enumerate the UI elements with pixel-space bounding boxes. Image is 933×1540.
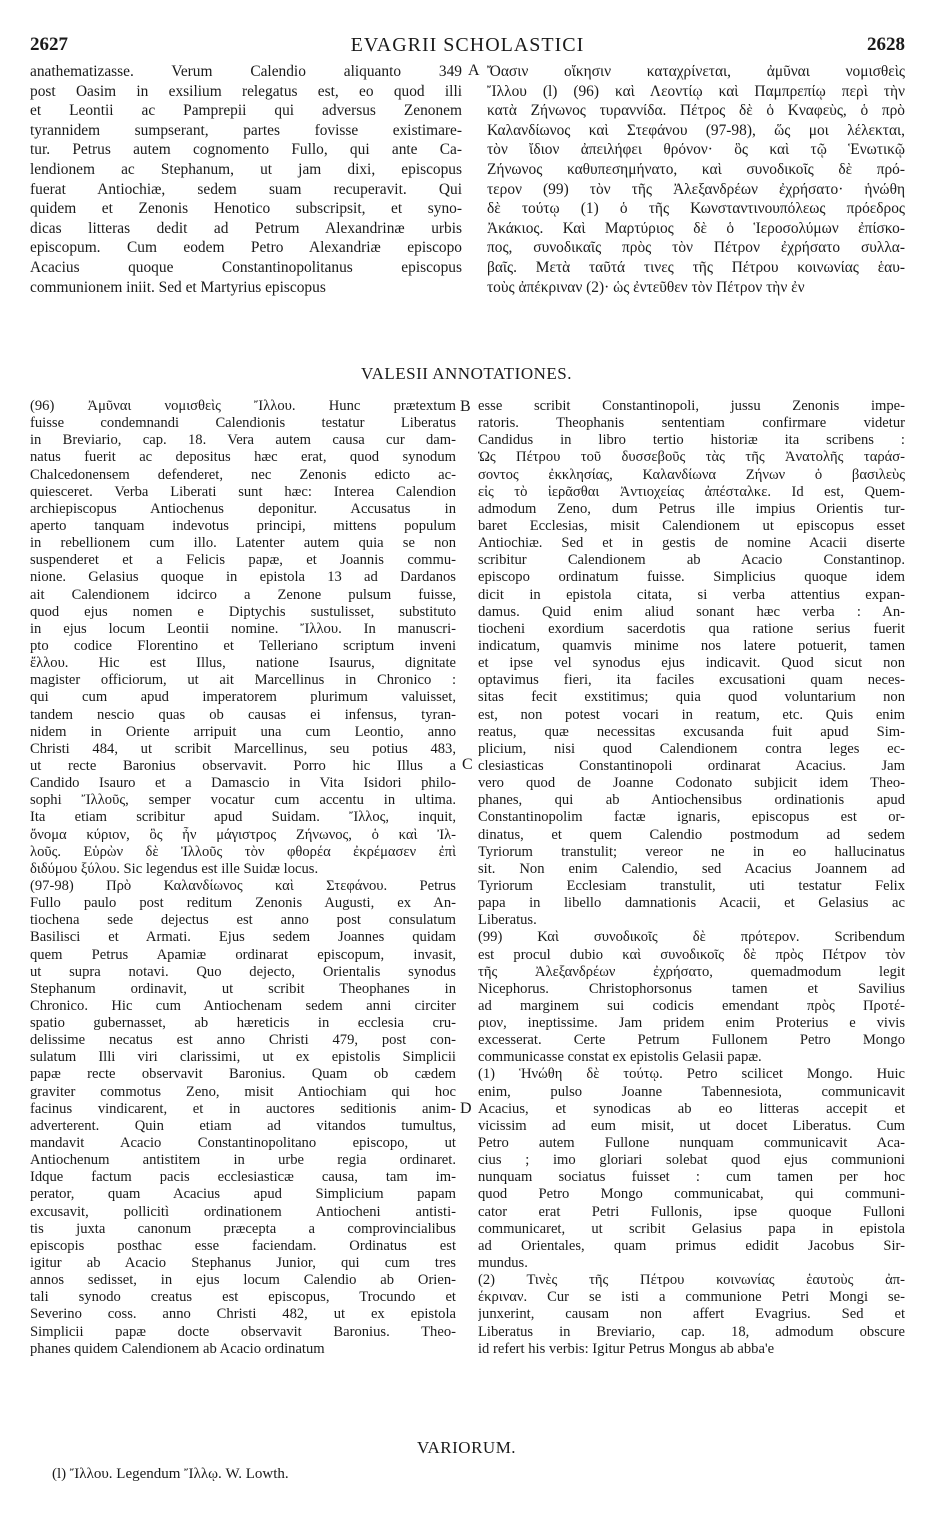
text-line: quidem et Zenonis Henotico subscripsit, et syno- bbox=[30, 200, 462, 218]
annotation-line: magister officiorum, ut ait Marcellinus in Chronico : bbox=[30, 672, 456, 689]
annotation-line: plicium, nisi quod Calendionem contra leges ec- bbox=[478, 740, 905, 757]
text-line: tur. Petrus autem cognomento Fullo, qui ante Ca- bbox=[30, 141, 462, 159]
annotation-line: baret Ecclesias, misit Calendionem ut episcopus esset bbox=[478, 517, 905, 534]
annotation-line: fuisse condemnandi Calendionis testatur Liberatus bbox=[30, 415, 456, 432]
annotation-line: tis juxta canonum præcepta a comprovincialibus bbox=[30, 1220, 456, 1237]
annotation-line: (99) Καὶ συνοδικοῖς δὲ πρότερον. Scribendum bbox=[478, 929, 905, 946]
page-number-right: 2628 bbox=[867, 34, 905, 55]
annotation-line: papæ recte observavit Baronius. Quam ob cædem bbox=[30, 1066, 456, 1083]
annotation-line: Tyriorum Ecclesiam transtulit, uti testatur Felix bbox=[478, 877, 905, 894]
annotation-line: indicatum, quamvis minime nos latere potuerit, tamen bbox=[478, 637, 905, 654]
margin-marker-b: B bbox=[460, 398, 471, 415]
annotation-line: episcopis posthac esse faciendam. Ordinatus est bbox=[30, 1237, 456, 1254]
annotation-line: mandavit Acacio Constantinopolitano episcopo, ut bbox=[30, 1135, 456, 1152]
text-line: et Leontii ac Pamprepii qui adversus Zenonem bbox=[30, 102, 462, 120]
annotation-line: Fullo paulo post reditum Zenonis Augusti, ex An- bbox=[30, 895, 456, 912]
annotation-line: Christi 484, ut scribit Marcellinus, seu potius 483, bbox=[30, 740, 456, 757]
footnote: (l) Ἴλλου. Legendum Ἴλλῳ. W. Lowth. bbox=[52, 1466, 289, 1482]
annotation-line: dinatus, et quem Calendio postmodum ad sedem bbox=[478, 826, 905, 843]
annotation-line: annos sedisset, in ejus locum Calendio ab Orien- bbox=[30, 1272, 456, 1289]
text-line: δὲ τούτῳ (1) ὁ τῆς Κωνσταντινουπόλεως πρόεδρος bbox=[487, 200, 905, 218]
annotation-line: Antiochiæ. Sed et in gestis de nomine Acacii diserte bbox=[478, 535, 905, 552]
annotation-line: έκριναν. Cur se isti a communione Petri Mongi se- bbox=[478, 1289, 905, 1306]
annotation-line: (1) Ἡνώθη δὲ τούτῳ. Petro scilicet Mongo. Huic bbox=[478, 1066, 905, 1083]
annotation-line: Tyriorum transtulit; vereor ne in eo hallucinatus bbox=[478, 843, 905, 860]
page-header bbox=[30, 34, 905, 58]
annotation-line: Ὡς Πέτρου τοῦ δυσσεβοῦς τὰς τῆς Ἀνατολῆς ταράσ- bbox=[478, 449, 905, 466]
annotation-line: in ejus locum Leontii nomine. Ἴλλου. In manuscri- bbox=[30, 620, 456, 637]
text-line: fuerat Antiochiæ, sedem suam recuperavit. Qui bbox=[30, 180, 462, 198]
annotation-line: nunquam sociatus fuisset : cum tamen per hoc bbox=[478, 1169, 905, 1186]
annotation-line: suspenderet et a Felicis papæ, et Joannis commu- bbox=[30, 552, 456, 569]
page-number-left: 2627 bbox=[30, 34, 68, 55]
annotation-line: Petro autem Fullone nunquam communicavit Aca- bbox=[478, 1135, 905, 1152]
annotation-line: optavimus fieri, ita faciles excusationi quam neces- bbox=[478, 672, 905, 689]
annotation-line: (96) Ἀμῦναι νομισθεὶς Ἴλλου. Hunc prætextum bbox=[30, 398, 456, 414]
text-line: πος, συνοδικαῖς πρὸς τὸν Πέτρον ἐχρήσατο συλλα- bbox=[487, 239, 905, 257]
annotation-line: phanes quidem Calendionem ab Acacio ordinatum bbox=[30, 1340, 325, 1357]
annotation-line: ριον, ineptissime. Jam pridem enim Proterius e vivis bbox=[478, 1015, 905, 1032]
text-line: Καλανδίωνος καὶ Στεφάνου (97-98), ὥς μοι λέλεκται, bbox=[487, 121, 905, 139]
annotation-line: ad Orientales, quam primus edidit Jacobus Sir- bbox=[478, 1237, 905, 1254]
annotation-line: papa in libello damnationis Acacii, et Gelasius ac bbox=[478, 895, 905, 912]
annotation-line: ἔλλου. Hic est Illus, natione Isaurus, dignitate bbox=[30, 655, 456, 672]
annotation-line: Simplicii papæ docte observavit Baronius. Theo- bbox=[30, 1323, 456, 1340]
annotation-line: archiepiscopus Antiochenus deponitur. Accusatus in bbox=[30, 500, 456, 517]
annotation-line: junxerint, causam non affert Evagrius. Sed et bbox=[478, 1306, 905, 1323]
text-line: lendionem ac Stephanum, ut jam dixi, episcopus bbox=[30, 160, 462, 178]
running-title: EVAGRII SCHOLASTICI bbox=[350, 34, 585, 56]
annotation-line: nione. Gelasius quoque in epistola 13 ad Dardanos bbox=[30, 569, 456, 586]
annotation-line: Basilisci et Armati. Ejus sedem Joannes quidam bbox=[30, 929, 456, 946]
text-line: τερον (99) τὸν τῆς Ἀλεξανδρέων ἐχρήσατο· ἡνώθη bbox=[487, 180, 905, 198]
annotation-line: mundus. bbox=[478, 1255, 528, 1272]
text-line: episcopum. Cum eodem Petro Alexandriæ episcopo bbox=[30, 239, 462, 257]
annotation-line: esse scribit Constantinopoli, jussu Zenonis impe- bbox=[478, 398, 905, 414]
annotation-line: ait Calendionem idcirco a Zenone pulsum fuisse, bbox=[30, 586, 456, 603]
annotation-line: εἰς τὸ ἱερᾶσθαι Ἀντιοχείας ἀπέσταλκε. Id est, Quem- bbox=[478, 483, 905, 500]
annotation-line: clesiasticas Constantinopoli ordinarat Acacius. Jam bbox=[478, 757, 905, 774]
text-line: Ζήνωνος καθυπεσημήνατο, καὶ συνοδικοῖς δὲ πρό- bbox=[487, 160, 905, 178]
annotation-line: facinus vindicarent, et in auctores seditionis anim- bbox=[30, 1100, 456, 1117]
annotation-line: sit. Non enim Calendio, sed Acacius Joannem ad bbox=[478, 860, 905, 877]
annotation-line: cator erat Petri Fullonis, ipse quoque Fulloni bbox=[478, 1203, 905, 1220]
annotation-line: in rebellionem cum illo. Latenter autem quia se non bbox=[30, 535, 456, 552]
annotation-line: phanes, qui ab Antiochensibus ordinationis apud bbox=[478, 792, 905, 809]
annotation-line: Chalcedonensem defenderet, nec Zenonis edicto ac- bbox=[30, 466, 456, 483]
annotation-line: damus. Quid enim aliud sonant hæc verba : An- bbox=[478, 603, 905, 620]
margin-marker-a: A bbox=[468, 62, 480, 79]
annotation-line: reatus, quæ necessitas excusanda fuit apud Sim- bbox=[478, 723, 905, 740]
annotation-line: delissime necatus est anno Christi 479, post con- bbox=[30, 1032, 456, 1049]
variorum-title: VARIORUM. bbox=[416, 1438, 517, 1457]
annotation-line: quem Petrus Apamiæ ordinarat episcopum, invasit, bbox=[30, 946, 456, 963]
annotation-line: communicasse constat ex epistolis Gelasii papæ. bbox=[478, 1049, 762, 1066]
annotation-line: tiocheni exordium sacerdotis qua ratione serius fuerit bbox=[478, 620, 905, 637]
annotation-line: quod ejus nomen e Diptychis sustulisset, substituto bbox=[30, 603, 456, 620]
annotation-line: ut supra notavi. Quo dejecto, Orientalis synodus bbox=[30, 963, 456, 980]
annotations-right-column bbox=[478, 398, 905, 1358]
annotation-line: σοντος ἐκκλησίας, Καλανδίωνα Ζήνων ὁ βασιλεὺς bbox=[478, 466, 905, 483]
annotation-line: tali synodo creatus est episcopus, Trocundo et bbox=[30, 1289, 456, 1306]
annotation-line: vero quod de Joanne Codonato subjicit idem Theo- bbox=[478, 775, 905, 792]
annotation-line: Liberatus in Breviario, cap. 18, admodum obscure bbox=[478, 1323, 905, 1340]
annotation-line: episcopo ordinatum fuisse. Simplicius quoque idem bbox=[478, 569, 905, 586]
annotation-line: vicissim ad eum misit, ut docet Liberatus. Cum bbox=[478, 1117, 905, 1134]
annotation-line: est procul dubio καὶ συνοδικοῖς δὲ πρὸς Πέτρον τὸν bbox=[478, 946, 905, 963]
annotation-line: admodum Zeno, dum Petrus ille impius Orientis tur- bbox=[478, 500, 905, 517]
annotation-line: est, non potest vocari in reatum, etc. Quis enim bbox=[478, 706, 905, 723]
text-line: post Oasim in exsilium relegatus est, eo quod illi bbox=[30, 82, 462, 100]
margin-marker-d: D bbox=[460, 1100, 472, 1117]
annotation-line: in Breviario, cap. 18. Vera autem causa cur dam- bbox=[30, 432, 456, 449]
main-text-latin bbox=[30, 62, 462, 297]
annotation-line: quod Petro Mongo communicabat, qui communi- bbox=[478, 1186, 905, 1203]
annotation-line: igitur ab Acacio Stephanus Junior, qui cum tres bbox=[30, 1255, 456, 1272]
text-line: κατὰ Ζήνωνος τυραννίδα. Πέτρος δὲ ὁ Κναφεὺς, ὁ πρὸ bbox=[487, 102, 905, 120]
annotation-line: pto codice Florentino et Telleriano scriptum inveni bbox=[30, 637, 456, 654]
annotation-line: cius ; imo gloriari solebat quod ejus communioni bbox=[478, 1152, 905, 1169]
annotation-line: ὄνομα κύριον, ὃς ἦν μάγιστρος Ζήνωνος, ὁ καὶ Ἰλ- bbox=[30, 826, 456, 843]
annotation-line: Idque factum pacis ecclesiasticæ causa, tam im- bbox=[30, 1169, 456, 1186]
annotation-line: διδύμου ξύλου. Sic legendus est ille Suidæ locus. bbox=[30, 860, 319, 877]
annotation-line: sulatum Illi viri clarissimi, ut ex epistolis Simplicii bbox=[30, 1049, 456, 1066]
annotation-line: et ipse vel synodus ejus indicavit. Quod sicut non bbox=[478, 655, 905, 672]
annotation-line: dicit in epistola citata, si verba attentius expan- bbox=[478, 586, 905, 603]
text-line: Ἀκάκιος. Καὶ Μαρτύριος δὲ ὁ Ἱεροσολύμων ἐπίσκο- bbox=[487, 219, 905, 237]
annotation-line: excesserat. Certe Petrum Fullonem Petro Mongo bbox=[478, 1032, 905, 1049]
annotation-line: Antiochenum antistitem in urbe regia ordinaret. bbox=[30, 1152, 456, 1169]
annotation-line: nidem in Oriente arripuit una cum Leontio, anno bbox=[30, 723, 456, 740]
annotation-line: Liberatus. bbox=[478, 912, 537, 929]
text-line: Ὄασιν οἴκησιν καταχρίνεται, ἀμῦναι νομισθεὶς bbox=[487, 63, 905, 80]
annotation-line: scribitur Calendionem ab Acacio Constantinop. bbox=[478, 552, 905, 569]
annotation-line: ad marginem sui codicis emendant πρὸς Προτέ- bbox=[478, 997, 905, 1014]
annotation-line: Nicephorus. Christophorsonus tamen et Savilius bbox=[478, 980, 905, 997]
annotation-line: Acacius, et synodicas ab eo litteras accepit et bbox=[478, 1100, 905, 1117]
annotation-line: Constantinopolim factæ ignaris, episcopus est or- bbox=[478, 809, 905, 826]
annotation-line: adverterent. Quin etiam ad vitandos tumultus, bbox=[30, 1117, 456, 1134]
annotation-line: (2) Τινὲς τῆς Πέτρου κοινωνίας ἑαυτοὺς ἀπ- bbox=[478, 1272, 905, 1289]
main-text-greek bbox=[487, 62, 905, 297]
annotation-line: tandem nescio quas ob causas ei infensus, tyran- bbox=[30, 706, 456, 723]
text-line: communionem iniit. Sed et Martyrius episcopus bbox=[30, 278, 326, 296]
annotation-line: tiochena sede dejectus est anno post consulatum bbox=[30, 912, 456, 929]
annotation-line: id refert his verbis: Igitur Petrus Mongus ab abba'e bbox=[478, 1340, 775, 1357]
annotation-line: qui cum apud imperatorem plurimum valuisset, bbox=[30, 689, 456, 706]
annotation-line: Candido Isauro et a Damascio in Vita Isidori philo- bbox=[30, 775, 456, 792]
annotation-line: sophi Ἴλλοῦς, semper vocatur cum accentu in ultima. bbox=[30, 792, 456, 809]
annotation-line: perator, quam Acacius apud Simplicium papam bbox=[30, 1186, 456, 1203]
annotation-line: τῆς Ἀλεξανδρέων ἐχρήσατο, quemadmodum legit bbox=[478, 963, 905, 980]
annotation-line: communicaret, ut scribit Gelasius papa in epistola bbox=[478, 1220, 905, 1237]
text-line: τοὺς ἀπέκριναν (2)· ὡς ἐντεῦθεν τὸν Πέτρον τὴν ἐν bbox=[487, 278, 805, 296]
annotation-line: excusavit, pollicitì ordinationem Antiocheni antisti- bbox=[30, 1203, 456, 1220]
annotations-left-column bbox=[30, 398, 456, 1358]
text-line: Acacius quoque Constantinopolitanus episcopus bbox=[30, 258, 462, 276]
section-title: VALESII ANNOTATIONES. bbox=[361, 364, 572, 383]
annotation-line: Ita etiam scribitur apud Suidam. Ἴλλος, inquit, bbox=[30, 809, 456, 826]
annotation-line: Candidus in libro tertio historiæ ita scribens : bbox=[478, 432, 905, 449]
annotation-line: aperto tanquam indevotus principi, mittens populum bbox=[30, 517, 456, 534]
annotation-line: (97-98) Πρὸ Καλανδίωνος καὶ Στεφάνου. Petrus bbox=[30, 877, 456, 894]
annotation-line: graviter commotus Zeno, misit Antiochiam qui hoc bbox=[30, 1083, 456, 1100]
annotation-line: natus fuerit ac depositus hæc erat, quod synodum bbox=[30, 449, 456, 466]
annotation-line: Stephanum ordinavit, ut scribit Theophanes in bbox=[30, 980, 456, 997]
text-line: τὸν ἴδιον ἀπειλήφει θρόνον· ὃς καὶ τῷ Ἑνωτικῷ bbox=[487, 141, 905, 159]
annotation-line: spatio gubernasset, ab hæreticis in ecclesia cru- bbox=[30, 1015, 456, 1032]
annotation-line: Chronico. Hic cum Antiochenam sedem anni circiter bbox=[30, 997, 456, 1014]
text-line: anathematizasse. Verum Calendio aliquanto 349 bbox=[30, 63, 462, 80]
annotation-line: Severino coss. anno Christi 482, ut ex epistola bbox=[30, 1306, 456, 1323]
annotation-line: enim, pulso Joanne Tabennesiota, communicavit bbox=[478, 1083, 905, 1100]
annotation-line: ratoris. Theophanis sententiam confirmare videtur bbox=[478, 415, 905, 432]
annotation-line: ut recte Baronius observavit. Porro hic Illus a bbox=[30, 757, 456, 774]
text-line: tyrannidem sumpserant, partes fovisse existimare- bbox=[30, 121, 462, 139]
text-line: dicas litteras dedit ad Petrum Alexandrinæ urbis bbox=[30, 219, 462, 237]
margin-marker-c: C bbox=[462, 756, 473, 773]
text-line: βαῖς. Μετὰ ταῦτά τινες τῆς Πέτρου κοινωνίας ἑαυ- bbox=[487, 258, 905, 276]
annotation-line: quiesceret. Verba Liberati sunt hæc: Interea Calendion bbox=[30, 483, 456, 500]
text-line: Ἴλλου (l) (96) καὶ Λεοντίῳ καὶ Παμπρεπίῳ περὶ τὴν bbox=[487, 82, 905, 100]
annotation-line: λοῦς. Εὑρὼν δὲ Ἰλλοῦς τὸν φθορέα ἐκρέμασεν ἐπὶ bbox=[30, 843, 456, 860]
annotation-line: sitas fecit exstitimus; quia quod voluntarium non bbox=[478, 689, 905, 706]
